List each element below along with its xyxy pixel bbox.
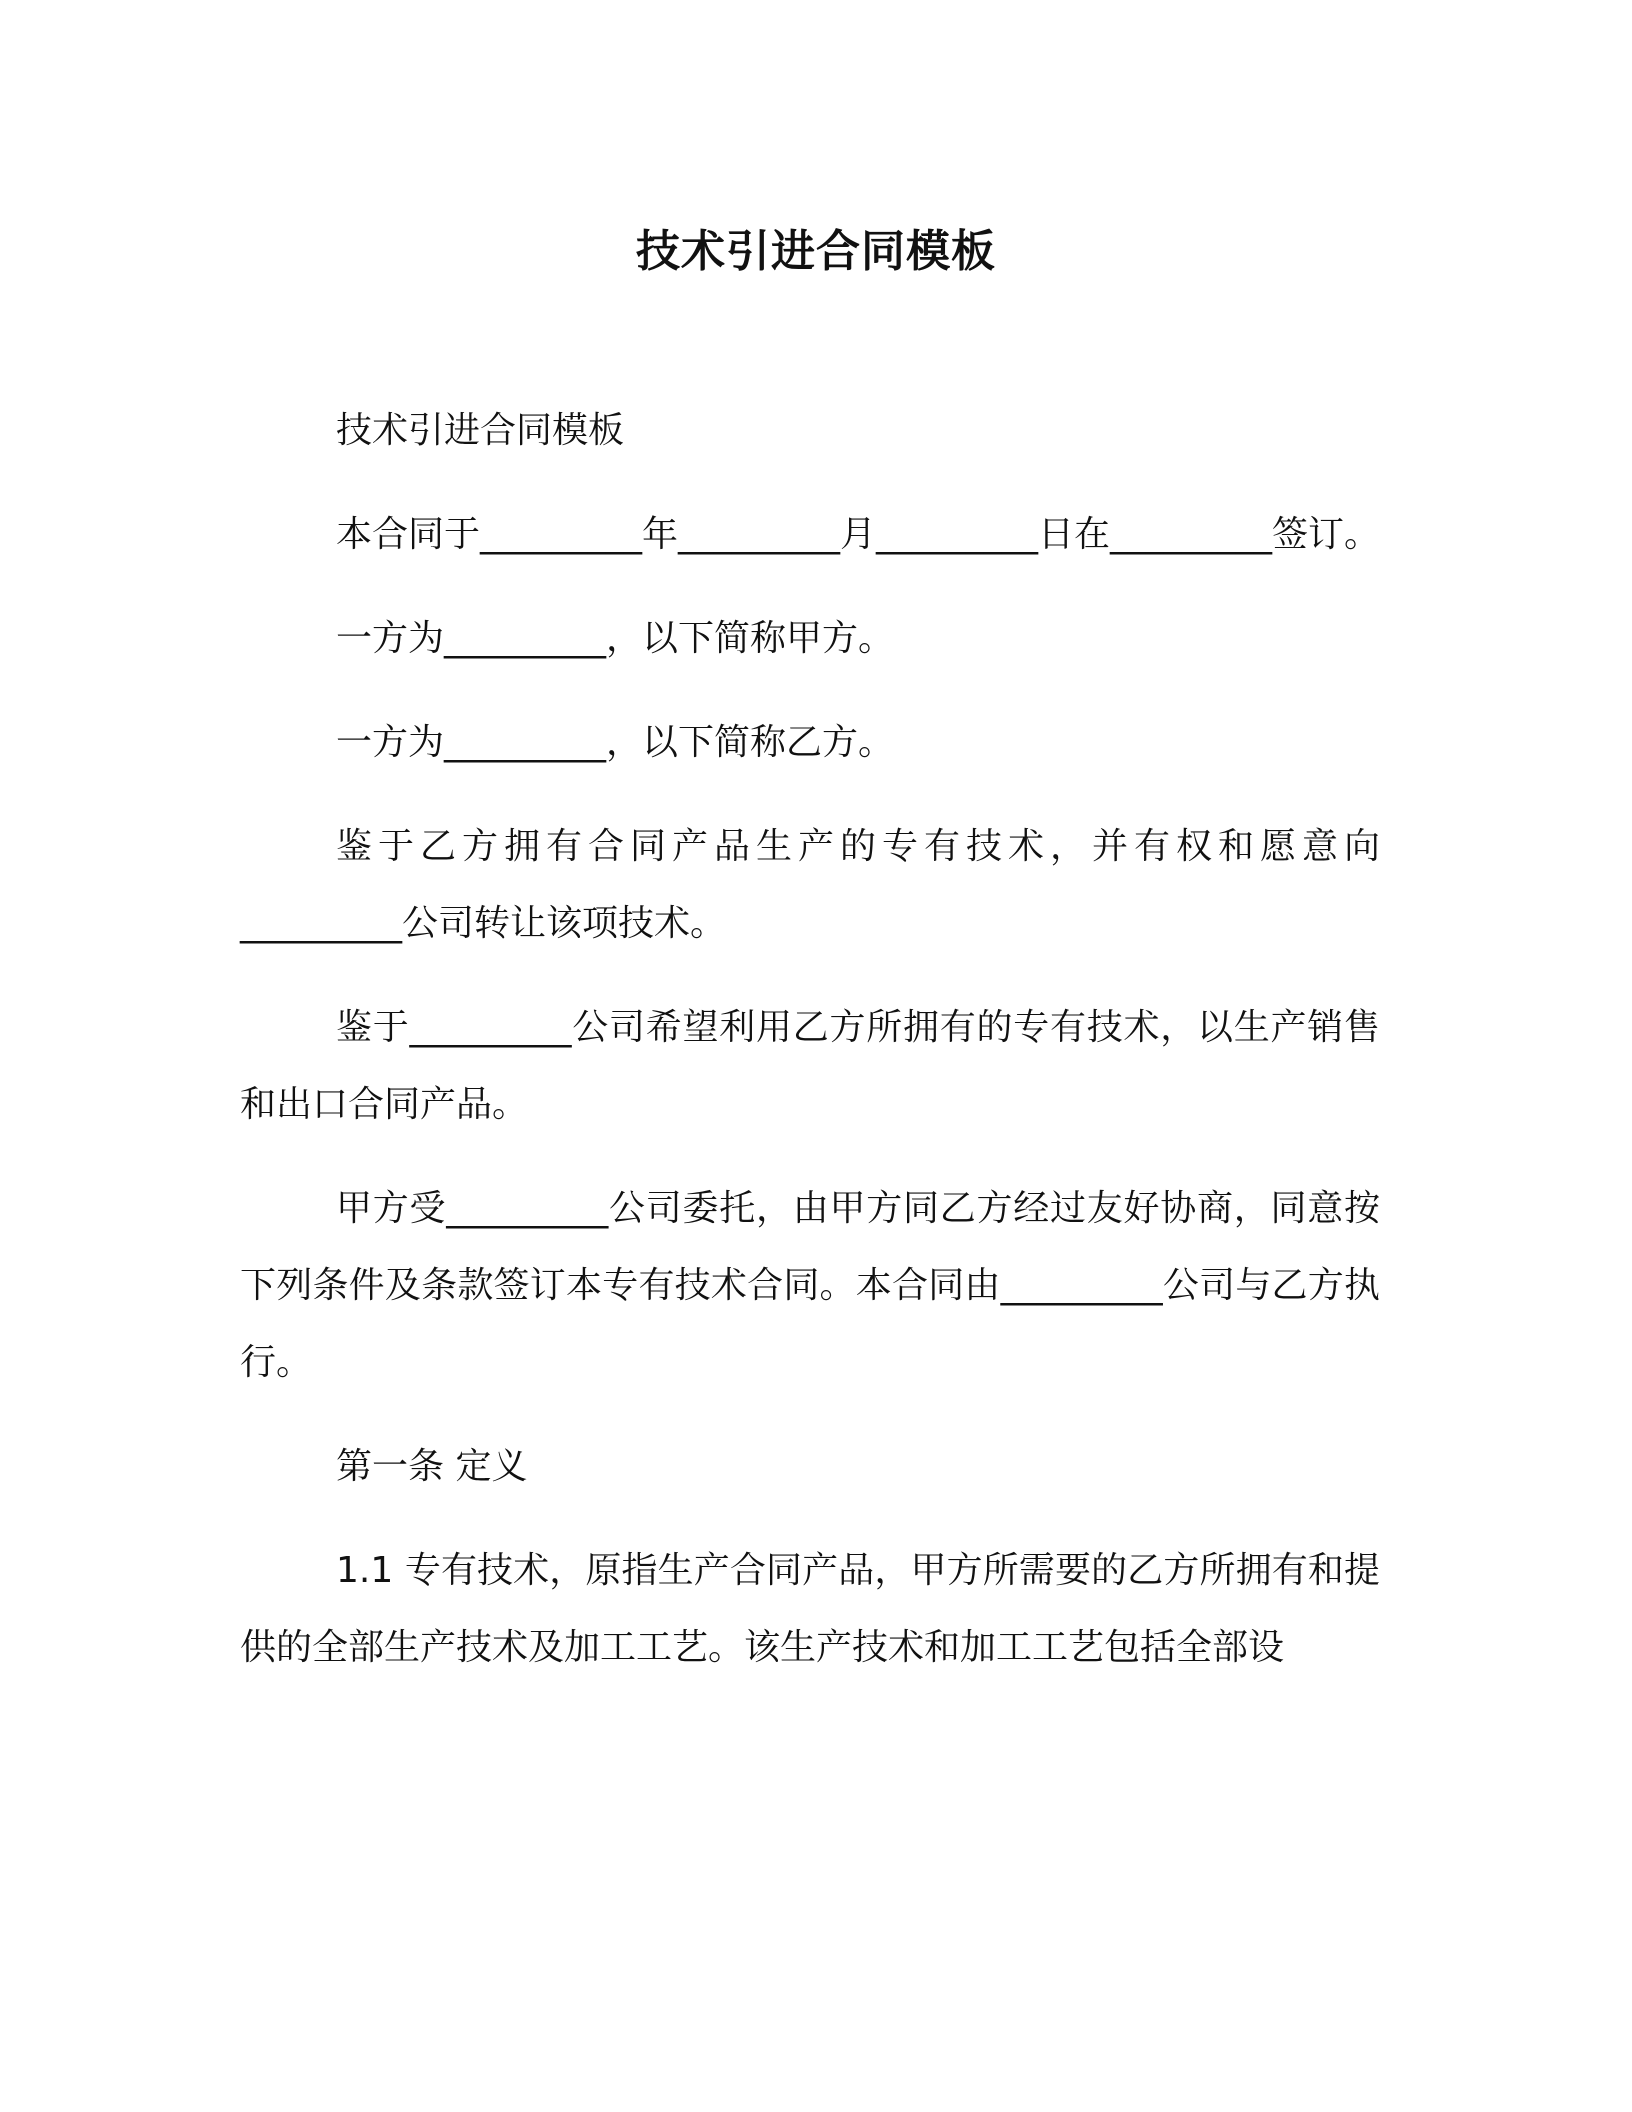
- paragraph-clause-1-1: 1.1 专有技术，原指生产合同产品，甲方所需要的乙方所拥有和提供的全部生产技术及加工工艺。该生产技术和加工工艺包括全部设: [240, 1550, 1380, 1668]
- paragraph-signing-date: 本合同于_________年_________月_________日在_________签订。: [336, 514, 1381, 555]
- paragraph-whereas-1: 鉴于乙方拥有合同产品生产的专有技术，并有权和愿意向_________公司转让该项技术。: [240, 826, 1380, 944]
- paragraph-whereas-2: 鉴于_________公司希望利用乙方所拥有的专有技术，以生产销售和出口合同产品。: [240, 1007, 1380, 1125]
- paragraph-entrustment: 甲方受_________公司委托，由甲方同乙方经过友好协商，同意按下列条件及条款签订本专有技术合同。本合同由_________公司与乙方执行。: [240, 1188, 1380, 1383]
- paragraph-subtitle: 技术引进合同模板: [336, 410, 625, 451]
- paragraph-party-a: 一方为_________，以下简称甲方。: [336, 618, 895, 659]
- paragraph-party-b: 一方为_________，以下简称乙方。: [336, 722, 895, 763]
- document-body: [240, 392, 1380, 1713]
- article-1-heading: 第一条 定义: [336, 1446, 528, 1487]
- document-title: 技术引进合同模板: [636, 226, 996, 277]
